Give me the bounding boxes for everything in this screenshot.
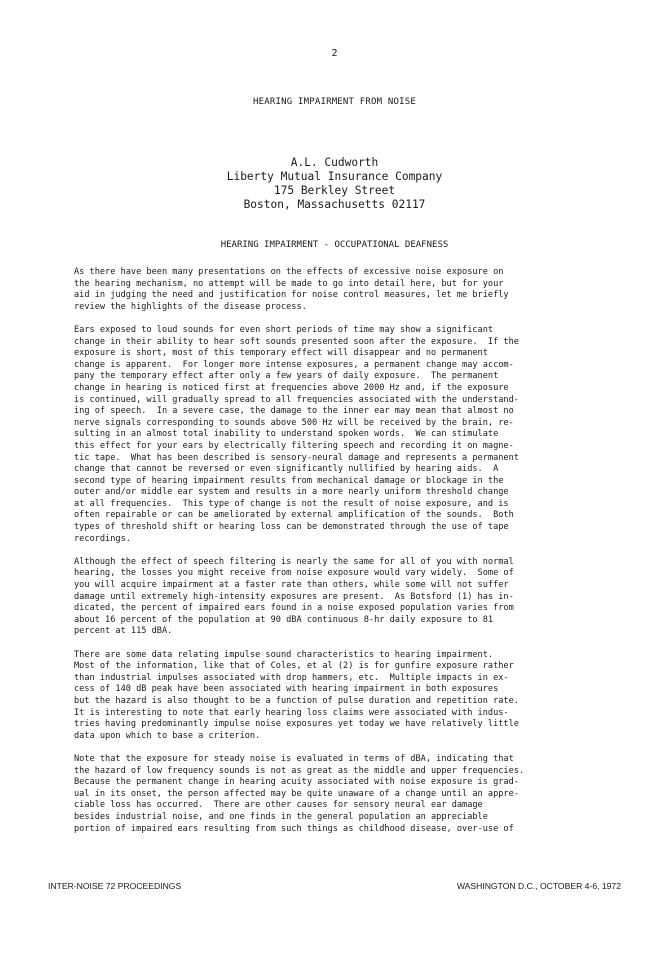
text-line: data upon which to base a criterion. [74,730,261,741]
paragraph-gap [74,742,594,754]
text-line: tic tape. What has been described is sensory-neural damage and represents a permanent [74,452,519,463]
paragraph [74,325,594,545]
text-line: Note that the exposure for steady noise is evaluated in terms of dBA, indicating that [74,753,514,764]
text-line: dicated, the percent of impaired ears found in a noise exposed population varies from [74,603,514,614]
text-line: the hearing mechanism, no attempt will be made to go into detail here, but for your [74,278,504,289]
paragraph [74,754,594,835]
author-city: Boston, Massachusetts 02117 [243,198,426,211]
text-line: It is interesting to note that early hearing loss claims were associated with indus- [74,707,509,718]
author-street: 175 Berkley Street [273,184,396,197]
text-line: portion of impaired ears resulting from such things as childhood disease, over-use of [74,823,514,834]
text-line: at all frequencies. This type of change is not the result of noise exposure, and is [74,498,509,509]
text-line: pany the temporary effect after only a few years of daily exposure. The permanent [74,371,499,382]
paragraph-gap [74,638,594,650]
author-company: Liberty Mutual Insurance Company [226,170,443,183]
text-line: review the highlights of the disease process. [74,301,307,312]
text-line: There are some data relating impulse sound characteristics to hearing impairment. [74,649,494,660]
text-line: is continued, will gradually spread to all frequencies associated with the understand- [74,394,519,405]
text-line: change that cannot be reversed or even significantly nullified by hearing aids. A [74,464,499,475]
text-line: recordings. [74,533,131,544]
paragraph [74,557,594,638]
footer-proceedings: INTER-NOISE 72 PROCEEDINGS [48,881,182,891]
text-line: this effect for your ears by electrically filtering speech and recording it on magne- [74,440,514,451]
text-line: damage until extremely high-intensity exposures are present. As Botsford (1) has in- [74,591,514,602]
text-line: ing of speech. In a severe case, the damage to the inner ear may mean that almost no [74,406,514,417]
body-text [74,267,594,835]
footer-location-date: WASHINGTON D.C., OCTOBER 4-6, 1972 [456,881,621,891]
text-line: Because the permanent change in hearing acuity associated with noise exposure is grad- [74,777,519,788]
text-line: about 16 percent of the population at 90 dBA continuous 8-hr daily exposure to 81 [74,614,494,625]
text-line: Ears exposed to loud sounds for even short periods of time may show a significant [74,324,494,335]
page-number: 2 [331,48,338,59]
text-line: outer and/or middle ear system and results in a more nearly uniform threshold change [74,487,509,498]
text-line: hearing, the losses you might receive from noise exposure would vary widely. Some of [74,568,514,579]
text-line: percent at 115 dBA. [74,626,173,637]
paragraph-gap [74,313,594,325]
text-line: besides industrial noise, and one finds in the general population an appreciable [74,811,488,822]
text-line: change in their ability to hear soft sounds presented soon after the exposure. If the [74,336,519,347]
text-line: aid in judging the need and justification for noise control measures, let me briefly [74,290,509,301]
paragraph [74,650,594,743]
text-line: As there have been many presentations on the effects of excessive noise exposure on [74,267,504,277]
text-line: types of threshold shift or hearing loss can be demonstrated through the use of tape [74,522,509,533]
text-line: ciable loss has occurred. There are other causes for sensory neural ear damage [74,800,483,811]
section-heading: HEARING IMPAIRMENT - OCCUPATIONAL DEAFNESS [220,240,449,250]
text-line: often repairable or can be ameliorated by external amplification of the sounds. Both [74,510,514,521]
text-line: the hazard of low frequency sounds is not as great as the middle and upper frequencies. [74,765,525,776]
text-line: second type of hearing impairment results from mechanical damage or blockage in the [74,475,504,486]
paragraph-gap [74,545,594,557]
author-block [0,156,669,212]
text-line: sulting in an almost total inability to understand spoken words. We can stimulate [74,429,499,440]
paper-title: HEARING IMPAIRMENT FROM NOISE [253,97,416,107]
text-line: change in hearing is noticed first at frequencies above 2000 Hz and, if the exposure [74,382,509,393]
text-line: but the hazard is also thought to be a function of pulse duration and repetition rate. [74,695,519,706]
text-line: you will acquire impairment at a faster rate than others, while some will not suffer [74,580,509,591]
paragraph [74,267,594,313]
author-name: A.L. Cudworth [290,156,379,169]
text-line: nerve signals corresponding to sounds above 500 Hz will be received by the brain, re- [74,417,514,428]
text-line: change is apparent. For longer more intense exposures, a permanent change may accom- [74,359,514,370]
text-line: ual in its onset, the person affected may be quite unaware of a change until an appre- [74,788,519,799]
text-line: Although the effect of speech filtering is nearly the same for all of you with normal [74,556,514,567]
text-line: Most of the information, like that of Coles, et al (2) is for gunfire exposure rather [74,661,514,672]
text-line: cess of 140 dB peak have been associated with hearing impairment in both exposures [74,684,499,695]
text-line: exposure is short, most of this temporary effect will disappear and no permanent [74,348,488,359]
text-line: than industrial impulses associated with drop hammers, etc. Multiple impacts in ex- [74,672,509,683]
text-line: tries having predominantly impulse noise exposures yet today we have relatively little [74,719,519,730]
